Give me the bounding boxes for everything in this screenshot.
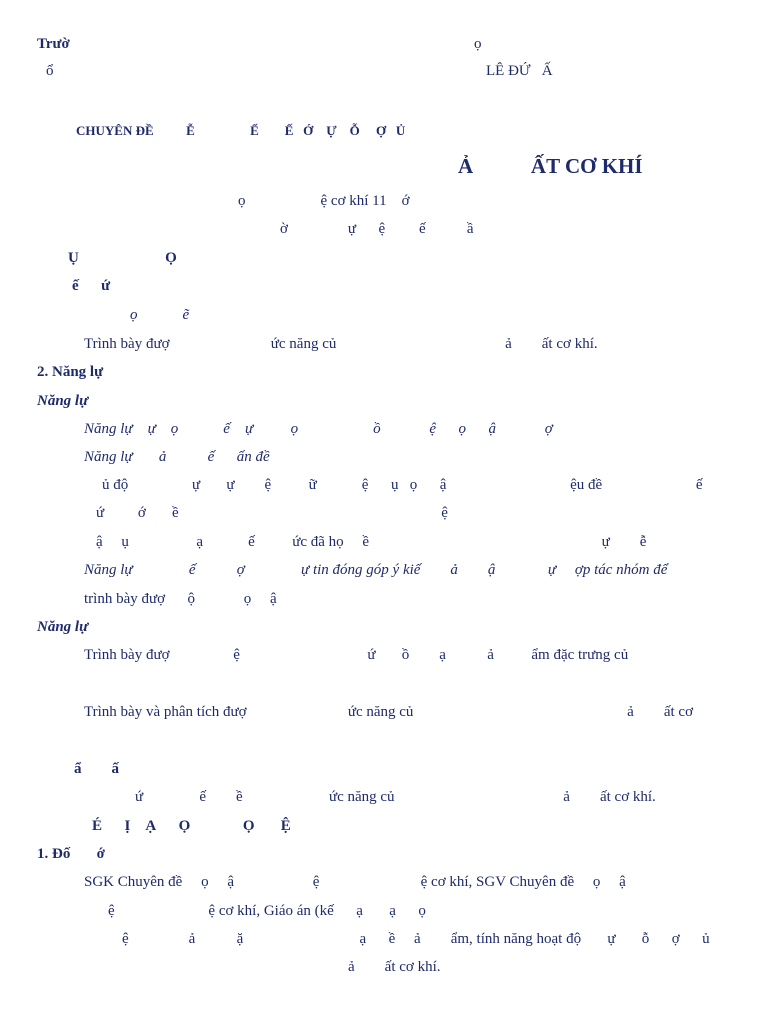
knowledge-subheading: ọ ẽ xyxy=(130,307,190,323)
materials-line4: ả ất cơ khí. xyxy=(348,959,441,975)
materials-subheading: 1. Đố ớ xyxy=(37,846,105,862)
school-label-right: ọ xyxy=(474,36,482,52)
materials-heading: É Ị Ạ Ọ Ọ Ệ xyxy=(92,818,291,834)
knowledge-item: Trình bày đượ ức năng củ ả ất cơ khí. xyxy=(84,336,598,352)
document-title-line2: Ả ẤT CƠ KHÍ xyxy=(458,154,643,178)
materials-line3: ệ ả ặ ạ ề ả ẩm, tính năng hoạt độ ự ỗ ợ ủ xyxy=(122,931,710,947)
skills-heading: 2. Năng lự xyxy=(37,364,104,380)
objectives-heading: Ụ Ọ xyxy=(68,250,177,266)
general-skill-1: Năng lự ự ọ ế ự ọ ồ ệ ọ ậ ợ xyxy=(84,421,553,437)
group-label: ổ xyxy=(46,63,54,79)
materials-line1: SGK Chuyên đề ọ ậ ệ ệ cơ khí, SGV Chuyên đề ọ ậ xyxy=(84,874,626,890)
intro-line2: ờ ự ệ ế ầ xyxy=(280,221,474,237)
general-skill-2: Năng lự ả ế ấn đề xyxy=(84,449,270,465)
specific-skill-2: Trình bày và phân tích đượ ức năng củ ả ất cơ xyxy=(84,704,694,720)
general-skill-7: trình bày đượ ộ ọ ậ xyxy=(84,591,277,607)
quality-item: ứ ế ề ức năng củ ả ất cơ khí. xyxy=(135,789,656,805)
materials-line2: ệ ệ cơ khí, Giáo án (kế ạ ạ ọ xyxy=(108,903,426,919)
intro-line1: ọ ệ cơ khí 11 ớ xyxy=(238,193,410,209)
general-skill-5: ậ ụ ạ ế ức đã họ ề ự ễ xyxy=(96,534,647,550)
teacher-name: LÊ ĐỨ Ấ xyxy=(486,63,553,79)
general-skill-6: Năng lự ế ợ ự tin đóng góp ý kiế ả ậ ự ợp tác nhóm để xyxy=(84,562,668,578)
general-skills-heading: Năng lự xyxy=(37,393,89,409)
specific-skill-1: Trình bày đượ ệ ứ ồ ạ ả ẩm đặc trưng củ xyxy=(84,647,629,663)
general-skill-3: ủ độ ự ự ệ ữ ệ ụ ọ ậ ệu đề ế xyxy=(102,477,703,493)
knowledge-heading: ế ứ xyxy=(72,278,111,294)
quality-heading: ẩ ấ xyxy=(74,761,119,777)
school-label: Trườ xyxy=(37,36,70,52)
document-title-line1: CHUYÊN ĐỀ Ễ Ế Ế Ớ Ự Ỗ Ợ Ủ xyxy=(76,123,406,138)
general-skill-4: ứ ớ ề ệ xyxy=(96,505,448,521)
specific-skills-heading: Năng lự xyxy=(37,619,89,635)
